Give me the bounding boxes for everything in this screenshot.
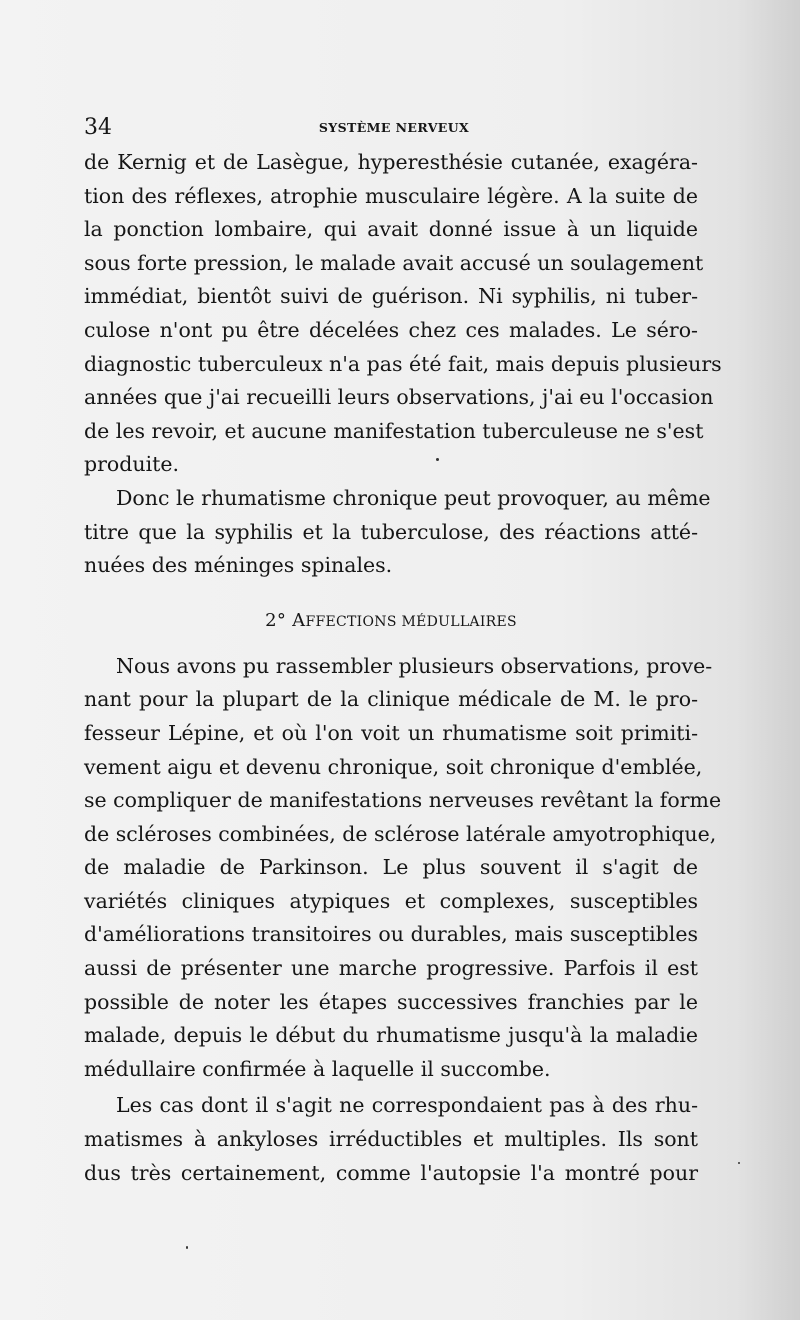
text-line: sous forte pression, le malade avait accusé un soulagement	[84, 250, 704, 275]
text-line: fesseur Lépine, et où l'on voit un rhumatisme soit primiti-	[84, 720, 698, 745]
text-line: médullaire confirmée à laquelle il succombe.	[84, 1056, 551, 1081]
paragraph-3	[84, 650, 722, 1087]
text-line: immédiat, bientôt suivi de guérison. Ni syphilis, ni tuber-	[84, 284, 698, 309]
text-line: Donc le rhumatisme chronique peut provoquer, au même	[116, 485, 711, 510]
text-line: diagnostic tuberculeux n'a pas été fait, mais depuis plusieurs	[84, 351, 722, 376]
text-line: Nous avons pu rassembler plusieurs observations, prove-	[116, 653, 713, 678]
text-line: nant pour la plupart de la clinique médicale de M. le pro-	[84, 687, 698, 712]
text-line: variétés cliniques atypiques et complexes, susceptibles	[84, 888, 698, 913]
text-line: malade, depuis le début du rhumatisme jusqu'à la maladie	[84, 1023, 698, 1048]
text-line: vement aigu et devenu chronique, soit chronique d'emblée,	[84, 754, 703, 779]
text-line: aussi de présenter une marche progressive. Parfois il est	[84, 956, 698, 981]
text-line: nuées des méninges spinales.	[84, 553, 393, 578]
text-line: tion des réflexes, atrophie musculaire légère. A la suite de	[84, 183, 698, 208]
text-line: dus très certainement, comme l'autopsie l'a montré pour	[84, 1160, 698, 1185]
text-line: la ponction lombaire, qui avait donné issue à un liquide	[84, 217, 698, 242]
paper-speck	[186, 1246, 188, 1249]
text-line: culose n'ont pu être décelées chez ces malades. Le séro-	[84, 317, 698, 342]
text-line: de scléroses combinées, de sclérose latérale amyotrophique,	[84, 821, 717, 846]
text-line: de Kernig et de Lasègue, hyperesthésie cutanée, exagéra-	[84, 150, 698, 174]
page-header	[84, 113, 704, 143]
paragraph-2	[84, 482, 711, 583]
text-line: d'améliorations transitoires ou durables, mais susceptibles	[84, 922, 698, 947]
section-title-initial: A	[292, 609, 306, 631]
text-line: de les revoir, et aucune manifestation tuberculeuse ne s'est	[84, 418, 704, 443]
paper-speck	[436, 458, 439, 461]
text-line: Les cas dont il s'agit ne correspondaient pas à des rhu-	[116, 1093, 698, 1118]
section-number: 2°	[265, 609, 287, 631]
text-line: années que j'ai recueilli leurs observations, j'ai eu l'occasion	[84, 385, 714, 410]
running-title: SYSTÈME NERVEUX	[318, 120, 470, 135]
text-line: possible de noter les étapes successives franchies par le	[84, 989, 698, 1014]
body-text	[84, 146, 722, 1190]
section-heading	[84, 592, 698, 642]
section-title-rest: FFECTIONS MÉDULLAIRES	[305, 613, 517, 630]
text-line: se compliquer de manifestations nerveuses revêtant la forme	[84, 788, 722, 813]
text-line: de maladie de Parkinson. Le plus souvent il s'agit de	[84, 855, 698, 880]
text-line: matismes à ankyloses irréductibles et multiples. Ils sont	[84, 1127, 698, 1152]
paper-speck	[738, 1162, 740, 1164]
text-line: titre que la syphilis et la tuberculose, des réactions atté-	[84, 519, 698, 544]
paragraph-1	[84, 146, 722, 482]
text-line: produite.	[84, 452, 180, 477]
page-number: 34	[84, 115, 112, 140]
paragraph-4	[84, 1089, 698, 1190]
